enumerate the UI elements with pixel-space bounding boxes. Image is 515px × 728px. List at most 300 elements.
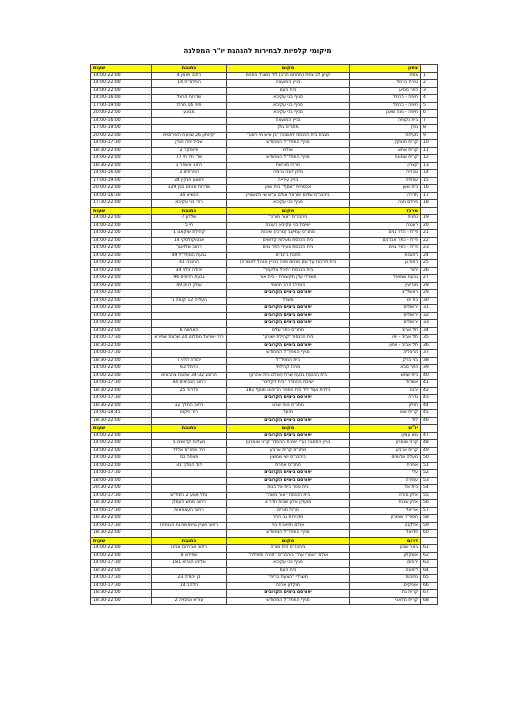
row-number: 60 bbox=[421, 530, 438, 538]
row-number: 22 bbox=[421, 237, 438, 245]
row-place: ישיבת ההסדר "בית דקלים" bbox=[227, 380, 350, 388]
row-address: שדרות מנחם בגין 129 bbox=[152, 185, 227, 193]
row-city: קרית מלאכי bbox=[350, 597, 421, 605]
row-city: אריאל bbox=[350, 507, 421, 515]
row-number: 15 bbox=[421, 177, 438, 185]
row-hours: 14:00-22:00 bbox=[91, 432, 152, 440]
row-number: 13 bbox=[421, 162, 438, 170]
row-place: בית ספר בית אל בנות bbox=[227, 485, 350, 493]
row-address bbox=[152, 590, 227, 598]
table-row bbox=[91, 80, 438, 88]
row-number: 33 bbox=[421, 320, 438, 328]
row-hours: 20:30-22:00 bbox=[91, 485, 152, 493]
row-address: מצפה נבו bbox=[152, 455, 227, 463]
row-place: סניף המפד"ל המחודש bbox=[227, 350, 350, 358]
row-address: שלדון 7 bbox=[152, 215, 227, 223]
row-address bbox=[152, 342, 227, 350]
table-row bbox=[91, 530, 438, 538]
section-name: צפון bbox=[350, 65, 421, 73]
row-number: 7 bbox=[421, 117, 438, 125]
table-row bbox=[91, 492, 438, 500]
table-row bbox=[91, 455, 438, 463]
row-address: רחוב אשחר 1 bbox=[152, 162, 227, 170]
table-row bbox=[91, 312, 438, 320]
row-number: 43 bbox=[421, 395, 438, 403]
row-address bbox=[152, 290, 227, 298]
row-address: בן יהודה 23 bbox=[152, 575, 227, 583]
row-number: 68 bbox=[421, 597, 438, 605]
row-number: 65 bbox=[421, 575, 438, 583]
row-hours: 14:00-22:00 bbox=[91, 252, 152, 260]
row-place: בית הכנסת "היכל אליעזר" bbox=[227, 267, 350, 275]
row-city: בית נקופה bbox=[350, 117, 421, 125]
row-address: הלהב 14 bbox=[152, 582, 227, 590]
table-row bbox=[91, 462, 438, 470]
table-row bbox=[91, 477, 438, 485]
table-row bbox=[91, 567, 438, 575]
row-number: 27 bbox=[421, 275, 438, 283]
row-hours: 14:00-22:00 bbox=[91, 222, 152, 230]
row-address bbox=[152, 312, 227, 320]
table-row bbox=[91, 500, 438, 508]
row-place: בניין המועצה bbox=[227, 117, 350, 125]
row-hours: 18:30-22:00 bbox=[91, 597, 152, 605]
row-place: סניף המפד"ל המחודש bbox=[227, 597, 350, 605]
section-num-cell bbox=[421, 537, 438, 545]
table-row bbox=[91, 305, 438, 313]
table-row bbox=[91, 507, 438, 515]
row-city: ירושלים bbox=[350, 320, 421, 328]
header-place: מקום bbox=[227, 425, 350, 433]
row-address: רחוב הנביאים 44 bbox=[152, 380, 227, 388]
row-place: ביהכנ"ס בית מורה bbox=[227, 545, 350, 553]
row-hours: 18:30-22:00 bbox=[91, 515, 152, 523]
row-number: 31 bbox=[421, 305, 438, 313]
row-place: מתנ"ס כפר שלם bbox=[227, 327, 350, 335]
row-place: המרכז הרב תחומי bbox=[227, 282, 350, 290]
row-hours: 14:00-17:30 bbox=[91, 560, 152, 568]
row-place: אולם bbox=[227, 147, 350, 155]
row-number: 26 bbox=[421, 267, 438, 275]
row-city: גוש עציון bbox=[350, 432, 421, 440]
row-hours: 14:00-16:00 bbox=[91, 117, 152, 125]
row-place: בניין הפסגה (ע"י ישיבת ההסדר קרני שומרון) bbox=[227, 440, 350, 448]
table-row bbox=[91, 132, 438, 140]
row-address: יהודה הלוי 34 bbox=[152, 267, 227, 275]
row-address: מעלות קדושים 5 bbox=[152, 440, 227, 448]
row-place: מתנ"ס קרית ארבע bbox=[227, 447, 350, 455]
table-row bbox=[91, 515, 438, 523]
row-address: יהודה הלוי 7 bbox=[152, 357, 227, 365]
header-hours: שעות bbox=[91, 425, 152, 433]
table-row bbox=[91, 282, 438, 290]
table-row bbox=[91, 402, 438, 410]
table-row bbox=[91, 432, 438, 440]
row-address: גבעת הזיתים 96 bbox=[152, 275, 227, 283]
row-place: יפורסם בימים הקרובים bbox=[227, 305, 350, 313]
row-place: מרכז קהילתי bbox=[227, 365, 350, 373]
table-row bbox=[91, 170, 438, 178]
row-city: כפר סמיע bbox=[350, 87, 421, 95]
table-row bbox=[91, 342, 438, 350]
row-place: אכסניית "אסף" בית שאן bbox=[227, 185, 350, 193]
section-name: מרכז bbox=[350, 207, 421, 215]
table-row bbox=[91, 140, 438, 148]
row-address: אנטוקולסקי 14 bbox=[152, 237, 227, 245]
table-row bbox=[91, 297, 438, 305]
row-address: מבצע bbox=[152, 110, 227, 118]
row-city: בני ברק bbox=[350, 357, 421, 365]
row-number: 67 bbox=[421, 590, 438, 598]
row-hours: 14:00-22:00 bbox=[91, 440, 152, 448]
row-place: אולם תפארת בני bbox=[227, 522, 350, 530]
row-address bbox=[152, 117, 227, 125]
row-city: גבעת שמואל bbox=[350, 275, 421, 283]
row-city: תל אביב bbox=[350, 327, 421, 335]
row-address: חי 5 bbox=[152, 222, 227, 230]
row-number: 4 bbox=[421, 95, 438, 103]
row-place: בית המפד"ל bbox=[227, 357, 350, 365]
row-address bbox=[152, 477, 227, 485]
row-city: אשדוד bbox=[350, 380, 421, 388]
row-city: פ"ת - כפר אברהם bbox=[350, 237, 421, 245]
row-city: נתיבות bbox=[350, 575, 421, 583]
row-city: אשקלון bbox=[350, 552, 421, 560]
row-hours: 14:00-22:00 bbox=[91, 80, 152, 88]
table-row bbox=[91, 380, 438, 388]
row-place: סניף המפד"ל המחודש bbox=[227, 530, 350, 538]
row-hours: 14:00-17:30 bbox=[91, 575, 152, 583]
table-row bbox=[91, 372, 438, 380]
table-row bbox=[91, 275, 438, 283]
row-number: 6 bbox=[421, 110, 438, 118]
row-hours: 14:00-22:00 bbox=[91, 245, 152, 253]
row-place: מתנ"ס אפרת bbox=[227, 462, 350, 470]
row-hours: 14:00-22:00 bbox=[91, 312, 152, 320]
row-address: דוד המלך 31 bbox=[152, 462, 227, 470]
row-address bbox=[152, 515, 227, 523]
row-number: 64 bbox=[421, 567, 438, 575]
row-city: דימונה bbox=[350, 567, 421, 575]
document-title: מיקומי קלפיות לבחירות להנהגת יו"ר המפלגה bbox=[183, 47, 332, 55]
row-place: בית הכנסת "אור משה" bbox=[227, 492, 350, 500]
table-row bbox=[91, 320, 438, 328]
header-place: מקום bbox=[227, 65, 350, 73]
row-hours: 14:00-17:30 bbox=[91, 507, 152, 515]
row-number: 36 bbox=[421, 342, 438, 350]
row-hours: 14:00-22:00 bbox=[91, 275, 152, 283]
row-place: יפורסם בימים הקרובים bbox=[227, 590, 350, 598]
row-number: 30 bbox=[421, 297, 438, 305]
table-row bbox=[91, 357, 438, 365]
row-address bbox=[152, 320, 227, 328]
row-hours: 18:30-22:00 bbox=[91, 387, 152, 395]
row-number: 1 bbox=[421, 72, 438, 80]
row-address: נחל מטע 2 רמפ"ש bbox=[152, 492, 227, 500]
row-hours: 14:00-22:00 bbox=[91, 455, 152, 463]
row-address: רח' פקוס bbox=[152, 410, 227, 418]
row-place: יפורסם בימים הקרובים bbox=[227, 432, 350, 440]
row-number: 17 bbox=[421, 192, 438, 200]
row-address: אליהו הנביא 181 bbox=[152, 560, 227, 568]
table-row bbox=[91, 185, 438, 193]
row-hours: 14:00-22:00 bbox=[91, 552, 152, 560]
section-header-row bbox=[91, 425, 438, 433]
table-row bbox=[91, 110, 438, 118]
table-row bbox=[91, 552, 438, 560]
row-city: לוד bbox=[350, 417, 421, 425]
table-row bbox=[91, 177, 438, 185]
header-hours: שעות bbox=[91, 65, 152, 73]
row-hours: 14:00-22:00 bbox=[91, 372, 152, 380]
row-city: קרית אונו bbox=[350, 410, 421, 418]
table-row bbox=[91, 200, 438, 208]
row-city: קצרין bbox=[350, 162, 421, 170]
row-place: יפורסם בימים הקרובים bbox=[227, 395, 350, 403]
row-city: אלון שבות bbox=[350, 500, 421, 508]
row-hours: 17:00-19:00 bbox=[91, 177, 152, 185]
row-address bbox=[152, 432, 227, 440]
row-place: מזכירות גב ההר bbox=[227, 515, 350, 523]
row-number: 50 bbox=[421, 455, 438, 463]
row-city: בית שאן bbox=[350, 185, 421, 193]
table-row bbox=[91, 230, 438, 238]
row-place: בית תרבות על שם מנחם סויה (בניין מנהל לאשרה) bbox=[227, 260, 350, 268]
row-address bbox=[152, 530, 227, 538]
row-address: רח' מתנ"ס אלדד bbox=[152, 447, 227, 455]
row-hours: 14:00-18:45 bbox=[91, 410, 152, 418]
row-address: יהושע חנקין 34 bbox=[152, 177, 227, 185]
header-place: מקום bbox=[227, 207, 350, 215]
row-number: 14 bbox=[421, 170, 438, 178]
table-row bbox=[91, 117, 438, 125]
row-place: מרכז מורים bbox=[227, 507, 350, 515]
row-city: חיפה - כרמל bbox=[350, 95, 421, 103]
row-place: יפורסם בימים הקרובים bbox=[227, 312, 350, 320]
row-city: טבריה bbox=[350, 170, 421, 178]
row-city: גולן bbox=[350, 125, 421, 133]
row-city: עלי bbox=[350, 470, 421, 478]
row-number: 5 bbox=[421, 102, 438, 110]
row-city: קרית מוצקין bbox=[350, 140, 421, 148]
row-address: שדרות הרצל bbox=[152, 95, 227, 103]
row-hours: 18:30-22:00 bbox=[91, 342, 152, 350]
row-hours: 18:30-22:00 bbox=[91, 530, 152, 538]
header-address: כתובת bbox=[152, 65, 227, 73]
row-hours: 17:00-19:00 bbox=[91, 125, 152, 133]
table-row bbox=[91, 597, 438, 605]
row-number: 55 bbox=[421, 492, 438, 500]
row-hours: 20:00-22:00 bbox=[91, 132, 152, 140]
table-row bbox=[91, 260, 438, 268]
row-city: עפולה bbox=[350, 177, 421, 185]
row-hours: 14:00-22:00 bbox=[91, 282, 152, 290]
row-number: 40 bbox=[421, 372, 438, 380]
row-place: מועד bbox=[227, 410, 350, 418]
row-hours: 14:00-22:00 bbox=[91, 215, 152, 223]
row-city: פרדס חנה bbox=[350, 200, 421, 208]
table-row bbox=[91, 87, 438, 95]
row-number: 61 bbox=[421, 545, 438, 553]
row-place: ביהכנ"ס שלום ישראל אולם ע"ש שי ולנשטיין bbox=[227, 192, 350, 200]
row-number: 66 bbox=[421, 582, 438, 590]
row-city: ירוחם bbox=[350, 560, 421, 568]
row-city: חספ"ר שומרון bbox=[350, 515, 421, 523]
row-city: חדרה bbox=[350, 192, 421, 200]
row-number: 46 bbox=[421, 417, 438, 425]
table-row bbox=[91, 470, 438, 478]
table-row bbox=[91, 147, 438, 155]
row-place: מתנ"ס נווה שבט bbox=[227, 402, 350, 410]
row-hours: 14:00-22:00 bbox=[91, 260, 152, 268]
row-number: 23 bbox=[421, 245, 438, 253]
row-hours: 18:30-22:00 bbox=[91, 147, 152, 155]
row-address: הנשיא 34 bbox=[152, 192, 227, 200]
row-address: הפלמ"ח 14 bbox=[152, 80, 227, 88]
row-number: 48 bbox=[421, 440, 438, 448]
row-number: 58 bbox=[421, 515, 438, 523]
row-number: 44 bbox=[421, 402, 438, 410]
row-number: 21 bbox=[421, 230, 438, 238]
row-place: בית הכנסת מעלות קדושים bbox=[227, 237, 350, 245]
row-city: בית שמש bbox=[350, 372, 421, 380]
row-city: באר שבע bbox=[350, 545, 421, 553]
table-row bbox=[91, 447, 438, 455]
row-hours: 18:30-22:00 bbox=[91, 402, 152, 410]
row-place: מתנ"ס גולן bbox=[227, 125, 350, 133]
table-row bbox=[91, 365, 438, 373]
row-hours: 20:00-22:00 bbox=[91, 185, 152, 193]
row-address: האחווה 6 bbox=[152, 327, 227, 335]
table-row bbox=[91, 417, 438, 425]
row-address: ההגנה 41 bbox=[152, 260, 227, 268]
row-hours: 14:00-22:00 bbox=[91, 72, 152, 80]
row-hours: 14:00-22:00 bbox=[91, 447, 152, 455]
row-place: בית הכנסת גבעת שרת (אולם בית אהרון) bbox=[227, 372, 350, 380]
row-city: טירת כרמל bbox=[350, 80, 421, 88]
row-number: 59 bbox=[421, 522, 438, 530]
row-number: 52 bbox=[421, 470, 438, 478]
row-city: רחובות bbox=[350, 252, 421, 260]
row-city: חיפה - כרמל bbox=[350, 102, 421, 110]
table-row bbox=[91, 95, 438, 103]
row-number: 29 bbox=[421, 290, 438, 298]
row-number: 11 bbox=[421, 147, 438, 155]
row-city: מעלות bbox=[350, 132, 421, 140]
row-place: משרדי עדן תקשורת - בית אור bbox=[227, 275, 350, 283]
row-city: מעלה אדומים bbox=[350, 455, 421, 463]
row-hours: 18:30-22:00 bbox=[91, 500, 152, 508]
row-hours: 14:00-17:30 bbox=[91, 395, 152, 403]
row-place: בית הכנסת "קהילת ישורון" bbox=[227, 335, 350, 343]
row-address: יקינתון 26 שכונת האירוסים bbox=[152, 132, 227, 140]
table-row bbox=[91, 237, 438, 245]
row-place: ביהכנ"ס "אור תורה" bbox=[227, 215, 350, 223]
row-hours: 14:00-17:30 bbox=[91, 350, 152, 358]
row-city: קרני שומרון bbox=[350, 440, 421, 448]
table-row bbox=[91, 440, 438, 448]
row-place: בית הכנסת צעירי כפר גנים bbox=[227, 245, 350, 253]
row-address: העליה 12 קומה ג' bbox=[152, 297, 227, 305]
row-address: רחוב ויצמן 4 bbox=[152, 72, 227, 80]
row-number: 16 bbox=[421, 185, 438, 193]
row-number: 9 bbox=[421, 132, 438, 140]
section-name: דרום bbox=[350, 537, 421, 545]
row-place: קניון לב צפת (מתחם הרב) ליד משרד הפנים bbox=[227, 72, 350, 80]
table-row bbox=[91, 72, 438, 80]
row-place: מוקדון ארנת bbox=[227, 582, 350, 590]
table-row bbox=[91, 350, 438, 358]
row-place: מלון דונה גרציה bbox=[227, 170, 350, 178]
section-header-row bbox=[91, 207, 438, 215]
row-place: יפורסם בימים הקרובים bbox=[227, 477, 350, 485]
row-city: נתניה bbox=[350, 215, 421, 223]
row-hours: 17:00-19:00 bbox=[91, 102, 152, 110]
row-hours: 14:00-17:30 bbox=[91, 380, 152, 388]
table-row bbox=[91, 222, 438, 230]
row-address: שד' תל חי 77 bbox=[152, 155, 227, 163]
table-row bbox=[91, 245, 438, 253]
row-number: 10 bbox=[421, 140, 438, 148]
row-address bbox=[152, 125, 227, 133]
row-number: 20 bbox=[421, 222, 438, 230]
table-row bbox=[91, 387, 438, 395]
row-hours: 14:00-17:30 bbox=[91, 140, 152, 148]
row-place: בניין עירייה bbox=[227, 177, 350, 185]
row-hours: 14:00-22:00 bbox=[91, 545, 152, 553]
polling-stations-table bbox=[90, 64, 438, 605]
row-place: יפורסם בימים הקרובים bbox=[227, 470, 350, 478]
row-city: אלון מורה bbox=[350, 492, 421, 500]
row-number: 34 bbox=[421, 327, 438, 335]
row-number: 35 bbox=[421, 335, 438, 343]
section-header-row bbox=[91, 537, 438, 545]
row-hours: 14:00-17:30 bbox=[91, 492, 152, 500]
row-address: רחוב ממש העמק bbox=[152, 500, 227, 508]
row-address bbox=[152, 305, 227, 313]
table-row bbox=[91, 335, 438, 343]
row-city: עופרה bbox=[350, 477, 421, 485]
row-place: בית העם bbox=[227, 567, 350, 575]
row-number: 38 bbox=[421, 357, 438, 365]
row-address: קהילת שיקאגו 1 bbox=[152, 230, 227, 238]
table-row bbox=[91, 395, 438, 403]
row-number: 49 bbox=[421, 447, 438, 455]
table-row bbox=[91, 522, 438, 530]
row-number: 42 bbox=[421, 387, 438, 395]
row-number: 32 bbox=[421, 312, 438, 320]
row-place: סניף בני עקיבא bbox=[227, 110, 350, 118]
row-place: יפורסם בימים הקרובים bbox=[227, 417, 350, 425]
row-hours: 14:00-16:00 bbox=[91, 170, 152, 178]
row-number: 53 bbox=[421, 477, 438, 485]
row-hours: 14:00-22:00 bbox=[91, 365, 152, 373]
row-city: פ"ת - הדר גנים bbox=[350, 230, 421, 238]
row-hours: 14:00-17:30 bbox=[91, 582, 152, 590]
row-city: אופקים bbox=[350, 582, 421, 590]
section-num-cell bbox=[421, 65, 438, 73]
row-number: 18 bbox=[421, 200, 438, 208]
row-place: יפורסם בימים הקרובים bbox=[227, 290, 350, 298]
row-city: אלקנה bbox=[350, 522, 421, 530]
row-number: 39 bbox=[421, 365, 438, 373]
row-number: 63 bbox=[421, 560, 438, 568]
row-place: סניף בני עקיבא bbox=[227, 560, 350, 568]
row-city: אפרת bbox=[350, 462, 421, 470]
row-hours: 14:00-16:00 bbox=[91, 95, 152, 103]
row-address: רחוב העצמאות bbox=[152, 507, 227, 515]
table-row bbox=[91, 215, 438, 223]
